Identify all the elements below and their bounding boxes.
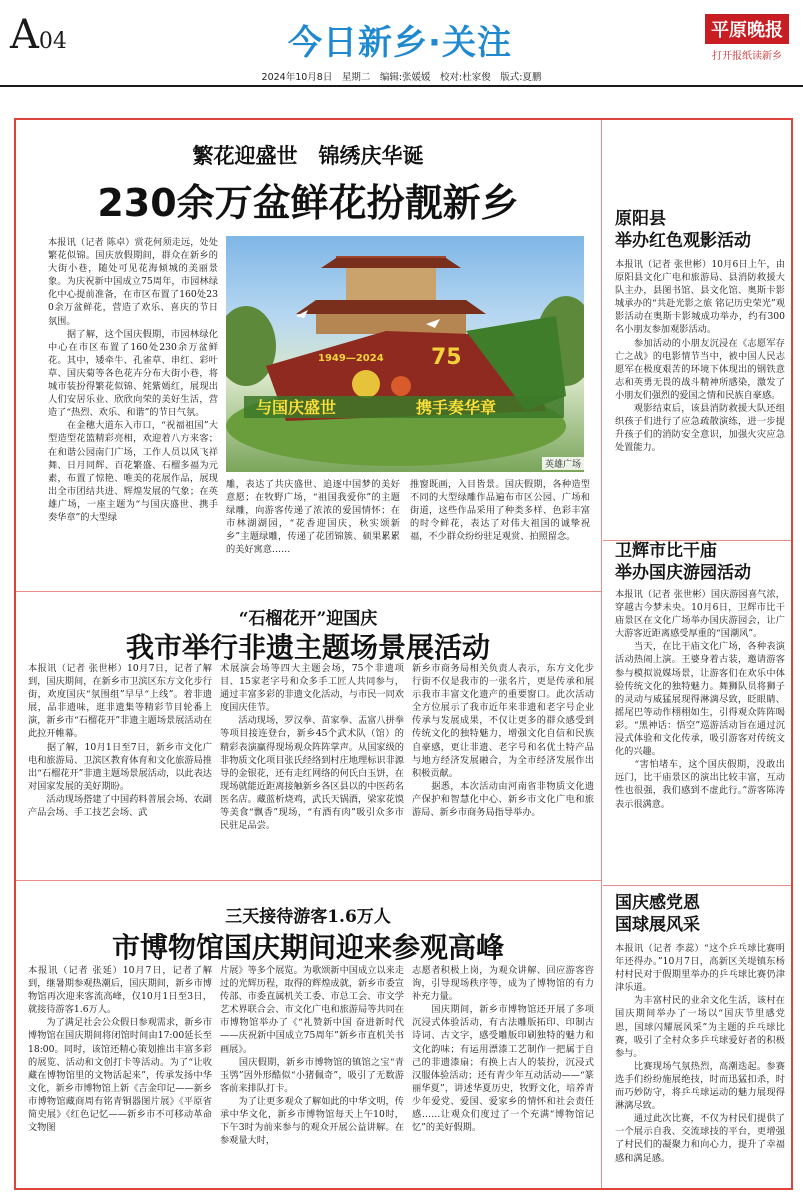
sidebar3-title-line1: 国庆感党恩 [615,893,700,913]
article3-column-3: 志愿者积极上岗，为观众讲解、回应游客咨询，引导现场秩序等，成为了博物馆的有力补充力量。 国庆期间，新乡市博物馆还开展了多项沉浸式体验活动，有古法雕版拓印、印制古诗词、古文字，感受雕版印刷独特的魅力和文化韵味；有运用漂漆工艺制作一把属于自己的非遗漆扇；有换上古人的装扮，沉浸式汉服体验活动；还有青少年互动活动——“篆丽华夏”，讲述华夏历史，牧野文化，培养青少年爱党、爱国、爱家乡的情怀和社会责任感……让观众们度过了一个充满“博物馆记忆”的美好假期。 [412,965,594,1134]
sidebar2-title-line2: 举办国庆游园活动 [615,563,751,583]
article3-kicker: 三天接待游客1.6万人 [225,907,391,927]
photo-slogan-left: 与国庆盛世 [256,398,337,417]
article1-column-2: 雕，表达了共庆盛世、追逐中国梦的美好意愿；在牧野广场，“祖国我爱你”的主题绿雕，向游客传递了浓浓的爱国情怀；在市林湖湖园，“花香迎国庆，秋实颂新乡”主题绿雕，传递了花团锦簇、硕果累累的美好寓意…… [226,479,400,556]
sidebar1-title-line1: 原阳县 [615,209,666,229]
article2-headline: 我市举行非遗主题场景展活动 [125,631,490,664]
issue-meta: 2024年10月8日 星期二 编辑:张媛媛 校对:杜家俊 版式:夏鹏 [261,72,542,83]
flower-sculpture-photo [226,236,584,472]
article2-column-2: 术展演会场等四大主题会场，75个非遗项目、15家老字号和众多手工匠人共同参与，通过丰富多彩的非遗文化活动，与市民一同欢度国庆佳节。 活动现场，罗汉拳、苗家拳、盂富八拼拳等项目接连登台，新乡45个武术队（馆）的精彩表演赢得现场观众阵阵掌声。从国家级的非物质文化项目张氏经络到村庄地理标识非源导的金银花，还有走红网络的何氏白玉饼，在现场就能近距离接触新乡各区县以的中医药名医名店。藏蓝析烧鸡，武氏天锅酒，梁家花馍等美食“飘香”现场，“有酒有肉”吸引众多市民驻足品尝。 [220,663,404,832]
article1-column-3: 推窗既画，入目皆景。国庆假期，各种造型不同的大型绿雕作品遍布市区公园、广场和街道，这些作品采用了种类多样、色彩丰富的时令鲜花，表达了对伟大祖国的诚挚祝福，不少群众纷纷驻足观赏、拍照留念。 [410,479,590,543]
photo-caption: 英雄广场 [542,457,584,470]
section-title: 今日新乡·关注 [288,23,512,63]
photo-years: 1949—2024 [318,353,384,364]
sidebar2-title-line1: 卫辉市比干庙 [615,541,717,561]
article3-headline: 市博物馆国庆期间迎来参观高峰 [111,931,504,964]
sidebar3-body: 本报讯（记者 李蕊）“这个乒乓球比赛明年还得办。”10月7日，高新区关堤镇东杨村村民对于假期里举办的乒乓球比赛仍津津乐道。 为丰富村民的业余文化生活，该村在国庆期间举办了一场以“国庆节里感党恩，国球闪耀展风采”为主题的乒乓球比赛，吸引了全村众多乒乓球爱好者的积极参与。 比赛现场气氛热烈，高潮迭起。参赛选手们纷纷施展绝技，时而迅猛扣杀，时而巧妙防守，将乒乓球运动的魅力展现得淋漓尽致。 通过此次比赛，不仅为村民们提供了一个展示自我、交流球技的平台，更增强了村民们的凝聚力和向心力，提升了幸福感和满足感。 [615,943,785,1164]
article-divider-2 [16,880,601,881]
sidebar2-body: 本报讯（记者 张世彬）国庆游园喜气浓，穿越古今梦未央。10月6日，卫辉市比干庙景区在文化广场举办国庆游园会，让广大游客近距离感受厚重的“国潮风”。 当天，在比干庙文化广场，各种表演活动热闹上演。王婆身着古装，邀请游客参与模拟说媒场景，让游客们在欢乐中体验传统文化的独特魅力。舞狮队员将狮子的灵动与威猛展现得淋漓尽致，眨眼睛、摇尾巴等动作栩栩如生，引得观众阵阵喝彩。“黑神话：悟空”巡游活动旨在通过沉浸式体验和文化传承，吸引游客对传统文化的兴趣。 “害怕堵车，这个国庆假期，没敢出远门，比干庙景区的演出比较丰富，互动性也很强，我们感到不虚此行。”游客陈涛表示很满意。 [615,589,785,810]
paper-name: 平原晚报 [705,14,789,44]
sidebar1-body: 本报讯（记者 张世彬）10月6日上午，由原阳县文化广电和旅游局、县消防救援大队主办，县图书馆、县文化馆、奥斯卡影城承办的“共赴光影之旅 铭记历史荣光”观影活动在奥斯卡影城成功举办，约有300名小朋友参加观影活动。 参加活动的小朋友沉浸在《志愿军存亡之战》的电影情节当中，被中国人民志愿军在极度艰苦的环境下体现出的钢铁意志和英勇无畏的战斗精神所感染，激发了小朋友们强烈的爱国之情和民族自豪感。 观影结束后，该县消防救援大队还组织孩子们进行了应急疏散演练，进一步提升孩子们的消防安全意识，加强火灾应急处置能力。 [615,259,785,454]
paper-slogan: 打开报纸读新乡 [712,51,782,62]
article3-column-2: 片展》等多个展览。为歌颂新中国成立以来走过的光辉历程，取得的辉煌成就，新乡市委宣传部、市委直属机关工委、市总工会、市文学艺术界联合会、市文化广电和旅游局等共同在市博物馆举办了《“礼赞新中国 奋进新时代——庆祝新中国成立75周年”新乡市直机关书画展》。 国庆假期，新乡市博物馆的镇馆之宝“青玉鸮”因外形酷似“小猪佩奇”，吸引了无数游客前来排队打卡。 为了让更多观众了解如此的中华文明，传承中华文化，新乡市博物馆每天上午10时，下午3时为前来参与的观众开展公益讲解。在参观量大时， [220,965,404,1147]
page-number: A04 [10,12,67,58]
article1-column-1: 本报讯（记者 陈卓）赏花何须走远，处处繁花似锦。国庆放假期间，群众在新乡的大街小巷，随处可见花海倾城的美丽景象。为庆祝新中国成立75周年，市园林绿化中心提前准备，在市区布置了160处230余万盆鲜花，营造了欢乐、喜庆的节日氛围。 据了解，这个国庆假期，市园林绿化中心在市区布置了160处230余万盆鲜花。其中，矮牵牛、孔雀草、串红、彩叶草、国庆菊等各色花卉分布大街小巷，将城市装扮得繁花似锦、姹紫嫣红，展现出人们安居乐业、欣欣向荣的美好生活，营造了“热烈、欢乐、和谐”的节日气氛。 在金穗大道东入市口，“祝福祖国”大型造型花篮精彩亮相，欢迎着八方来客；在和谐公园南门广场，工作人员以风飞祥舞、日月同辉、百花繁盛、石榴多福为元素，布置了惊艳、唯美的花展作品，展现出全市团结共进、辉煌发展的气象；在英雄广场，一座主题为“与国庆盛世、携手奏华章”的大型绿 [48,237,218,523]
sidebar1-title-line2: 举办红色观影活动 [615,231,751,251]
article1-kicker: 繁花迎盛世 锦绣庆华诞 [192,143,424,168]
article2-kicker: “石榴花开”迎国庆 [238,609,378,629]
photo-number: 75 [431,345,462,370]
sidebar3-title-line2: 国球展风采 [615,915,700,935]
article3-column-1: 本报讯（记者 张延）10月7日，记者了解到，继暑期参观热潮后，国庆期间，新乡市博物馆再次迎来客流高峰，仅10月1日至3日，就接待游客1.6万人。 为了满足社会公众假日参观需求，新乡市博物馆在国庆期间将闭馆时间由17:00延长至18:00。同时，该馆还精心策划推出丰富多彩的展览、活动和文创打卡等活动。为了“让收藏在博物馆里的文物活起来”，传承发扬中华文化，新乡市博物馆上新《吉金印记——新乡市博物馆藏商周有铭青铜器图片展》《平原省简史展》《红色记忆——新乡市不可移动革命文物图 [28,965,212,1134]
masthead-rule [0,85,803,87]
photo-slogan-right: 携手奏华章 [416,398,497,417]
article-divider-1 [16,591,601,592]
article2-column-1: 本报讯（记者 张世彬）10月7日，记者了解到，国庆期间，在新乡市卫滨区东方文化步行街，欢度国庆“氛围组”早早“上线”。着非遗展，品非遗味，逛非遗集等精彩节目轮番上演，新乡市“石榴花开”非遗主题场景展活动在此拉开帷幕。 据了解，10月1日至7日，新乡市文化广电和旅游局、卫滨区教育体育和文化旅游局推出“石榴花开”非遗主题场景展活动，以此表达对国家发展的美好期盼。 活动现场搭建了中国药料普展会场、农副产品会场、手工技艺会场、武 [28,663,212,819]
sidebar-divider [601,120,602,1188]
sidebar-divider-2 [603,885,791,886]
paper-logo [705,14,789,62]
photo-illustration [226,236,584,472]
article2-column-3: 新乡市商务局相关负责人表示，东方文化步行街不仅是我市的一张名片，更是传承和展示我市丰富文化遗产的重要窗口。此次活动全方位展示了我市近年来非遗和老字号企业传承与发展成果，不仅让更多的群众感受到传统文化的独特魅力，增强文化自信和民族自豪感，更让非遗、老字号和名优土特产品与地方经济发展融合，为全市经济发展作出积极贡献。 据悉，本次活动由河南省非物质文化遗产保护和智慧化中心、新乡市文化广电和旅游局、新乡市商务局指导举办。 [412,663,594,819]
article1-headline: 230余万盆鲜花扮靓新乡 [97,181,519,225]
